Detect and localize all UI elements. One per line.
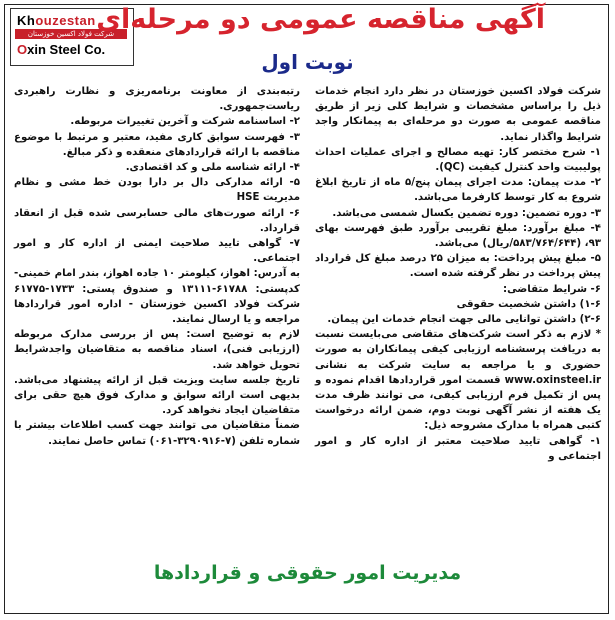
right-col-paragraph: * لازم به ذکر است شرکت‌های متقاضی می‌بایست نسبت به دریافت پرسشنامه ارزیابی کیفی پیمانکاران به صورت حضوری و یا مراجعه به سایت شرکت به نشانی www.oxinsteel.ir قسمت امور قراردادها اقدام نموده و پس از تکمیل فرم ارزیابی کیفی، می توانند ظرف مدت یک هفته از نشر آگهی نوبت دوم، ضمن ارائه درخواست کتبی همراه با مدارک مشروحه ذیل:: [315, 329, 601, 432]
right-column: [315, 84, 601, 464]
left-col-paragraph: ۵- ارائه مدارکی دال بر دارا بودن خط مشی و نظام مدیریت HSE: [14, 177, 300, 204]
left-col-paragraph: ۴- ارائه شناسه ملی و کد اقتصادی.: [125, 162, 300, 174]
left-column: [14, 84, 300, 449]
right-col-paragraph: ۱- گواهی تایید صلاحیت معتبر از اداره کار و امور اجتماعی و: [315, 435, 601, 462]
logo-line-1: Khouzestan: [17, 13, 96, 28]
left-col-paragraph: ۲- اساسنامه شرکت و آخرین تغییرات مربوطه.: [70, 116, 300, 128]
right-col-paragraph: ۴- مبلغ برآورد: مبلغ تقریبی برآورد طبق فهرست بهای ۹۳، (۵۸۳/۷۶۴/۶۴۴/ریال) می‌باشد.: [315, 222, 601, 250]
left-col-paragraph: ۷- گواهی تایید صلاحیت ایمنی از اداره کار و امور اجتماعی.: [14, 238, 300, 265]
left-col-paragraph: به آدرس: اهواز، کیلومتر ۱۰ جاده اهواز، بندر امام خمینی- کدپستی: ۶۱۷۸۸-۱۳۱۱۱ و صندوق پستی: ۱۷۳۳-۶۱۷۷۵ شرکت فولاد اکسین خوزستان - اداره امور قراردادها مراجعه و یا ارسال نمایند.: [14, 268, 300, 326]
left-col-paragraph: تاریخ جلسه سایت ویزیت قبل از ارائه پیشنهاد می‌باشد. بدیهی است ارائه سوابق و مدارک فوق هیچ حقی برای متقاضیان ایجاد نخواهد کرد.: [14, 374, 300, 417]
ad-title: آگهی مناقصه عمومی دو مرحله‌ای: [96, 4, 545, 35]
left-col-paragraph: ضمناً متقاضیان می توانند جهت کسب اطلاعات بیشتر با شماره تلفن (۷-۳۲۹۰۹۱۶-۰۶۱) تماس حاصل نمایند.: [14, 420, 300, 447]
right-col-paragraph: ۲-۶) داشتن توانایی مالی جهت انجام خدمات این پیمان.: [327, 314, 601, 326]
left-col-paragraph: لازم به توضیح است: پس از بررسی مدارک مربوطه (ارزیابی فنی)، اسناد مناقصه به متقاضیان واجدشرایط تحویل خواهد شد.: [14, 329, 300, 371]
right-col-paragraph: ۳- دوره تضمین: دوره تضمین یکسال شمسی می‌باشد.: [332, 207, 601, 219]
left-col-paragraph: رتبه‌بندی از معاونت برنامه‌ریزی و نظارت راهبردی ریاست‌جمهوری.: [14, 86, 300, 113]
right-col-paragraph: ۶- شرایط متقاضی:: [503, 283, 601, 295]
right-col-paragraph: ۱- شرح مختصر کار: تهیه مصالح و اجرای عملیات احداث پولیبیت واحد کنترل کیفیت (QC).: [315, 146, 601, 174]
right-col-paragraph: ۲- مدت پیمان: مدت اجرای پیمان پنج/۵ ماه از تاریخ ابلاغ شروع به کار توسط کارفرما می‌باشد.: [315, 177, 601, 204]
right-col-paragraph: ۱-۶) داشتن شخصیت حقوقی: [456, 298, 601, 310]
right-col-paragraph: ۵- مبلغ پیش پرداخت: به میزان ۲۵ درصد مبلغ کل قرارداد پیش پرداخت در نظر گرفته شده است.: [315, 253, 601, 280]
round-label: نوبت اول: [261, 50, 354, 74]
logo-line-3: Oxin Steel Co.: [17, 42, 106, 57]
footer-signature: مدیریت امور حقوقی و قراردادها: [153, 562, 462, 584]
ad-body: [14, 84, 601, 516]
left-col-paragraph: ۶- ارائه صورت‌های مالی حسابرسی شده قبل از انعقاد قرارداد.: [14, 207, 300, 234]
logo-subtitle: شرکت فولاد اکسین خوزستان: [15, 29, 127, 39]
right-col-paragraph: شرکت فولاد اکسین خوزستان در نظر دارد انجام خدمات ذیل را براساس مشخصات و شرایط کلی زیر از طریق مناقصه عمومی به صورت دو مرحله‌ای به پیمانکار واجد شرایط واگذار نماید.: [315, 86, 601, 143]
left-col-paragraph: ۳- فهرست سوابق کاری مفید، معتبر و مرتبط با موضوع مناقصه با ارائه قراردادهای منعقده و ذکر مبالغ.: [14, 131, 300, 158]
